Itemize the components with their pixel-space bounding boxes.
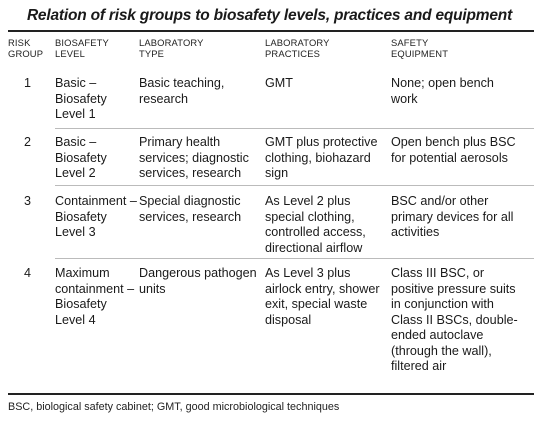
- cell-line: Open bench plus BSC: [391, 135, 516, 149]
- table-row: [8, 258, 534, 394]
- cell-line: Special diagnostic: [139, 194, 241, 208]
- cell-line: research: [139, 91, 188, 106]
- cell-line: Level 2: [55, 166, 96, 180]
- biosafety-level-cell: [55, 69, 139, 128]
- header-risk-group: RISK GROUP: [8, 37, 44, 59]
- safety-equipment-cell: [391, 258, 534, 394]
- cell-line: disposal: [265, 312, 312, 327]
- laboratory-practices-cell: [265, 128, 391, 185]
- cell-line: Level 1: [55, 107, 96, 121]
- cell-line: services, research: [139, 166, 242, 180]
- cell-line: sign: [265, 166, 289, 180]
- header-biosafety-level: BIOSAFETY LEVEL: [55, 37, 109, 59]
- cell-line: containment –: [55, 281, 135, 296]
- risk-group-cell: 3: [23, 194, 31, 208]
- cell-line: work: [391, 91, 418, 106]
- cell-line: Class II BSCs, double-: [391, 312, 518, 327]
- risk-group-table: [8, 32, 534, 394]
- safety-equipment-cell: [391, 69, 534, 128]
- header-row: [8, 32, 534, 69]
- bottom-rule: [8, 393, 534, 395]
- cell-line: in conjunction with: [391, 297, 494, 311]
- laboratory-type-cell: [139, 185, 265, 258]
- cell-line: As Level 2 plus: [265, 194, 351, 208]
- cell-line: (through the wall),: [391, 343, 492, 358]
- table-row: [8, 69, 534, 128]
- cell-line: Level 4: [55, 312, 96, 327]
- table-body: [8, 69, 534, 394]
- row-separator: [55, 258, 534, 259]
- laboratory-type-cell: [139, 69, 265, 128]
- laboratory-practices-cell: [265, 258, 391, 394]
- risk-group-cell: 4: [23, 266, 31, 280]
- row-separator: [55, 185, 534, 186]
- header-laboratory-type: LABORATORY TYPE: [139, 37, 204, 59]
- cell-line: Primary health: [139, 135, 221, 149]
- risk-group-cell: 1: [23, 76, 31, 90]
- table-row: [8, 128, 534, 185]
- cell-line: services; diagnostic: [139, 150, 249, 165]
- row-separator: [55, 128, 534, 129]
- cell-line: for potential aerosols: [391, 150, 508, 165]
- header-safety-equipment: SAFETY EQUIPMENT: [391, 37, 449, 59]
- cell-line: units: [139, 281, 166, 296]
- cell-line: activities: [391, 225, 440, 239]
- cell-line: GMT plus protective: [265, 135, 378, 149]
- cell-line: Biosafety: [55, 150, 107, 165]
- cell-line: filtered air: [391, 359, 447, 373]
- laboratory-practices-cell: [265, 69, 391, 128]
- biosafety-level-cell: [55, 128, 139, 185]
- cell-line: Basic teaching,: [139, 76, 225, 90]
- cell-line: ended autoclave: [391, 328, 484, 342]
- cell-line: GMT: [265, 76, 293, 90]
- cell-line: Biosafety: [55, 297, 107, 311]
- cell-line: airlock entry, shower: [265, 281, 380, 296]
- biosafety-level-cell: [55, 185, 139, 258]
- cell-line: Basic –: [55, 76, 97, 90]
- table-row: [8, 185, 534, 258]
- cell-line: special clothing,: [265, 209, 355, 224]
- cell-line: clothing, biohazard: [265, 150, 371, 165]
- cell-line: Maximum: [55, 266, 110, 280]
- cell-line: Dangerous pathogen: [139, 266, 257, 280]
- safety-equipment-cell: [391, 128, 534, 185]
- risk-group-cell: 2: [23, 135, 31, 149]
- header-laboratory-practices: LABORATORY PRACTICES: [265, 37, 330, 59]
- cell-line: None; open bench: [391, 76, 494, 90]
- cell-line: controlled access,: [265, 225, 366, 239]
- table-title: Relation of risk groups to biosafety levels, practices and equipment: [26, 7, 513, 24]
- cell-line: Containment –: [55, 194, 137, 208]
- biosafety-level-cell: [55, 258, 139, 394]
- cell-line: Biosafety: [55, 91, 107, 106]
- cell-line: services, research: [139, 209, 242, 224]
- laboratory-type-cell: [139, 128, 265, 185]
- safety-equipment-cell: [391, 185, 534, 258]
- cell-line: directional airflow: [265, 240, 363, 255]
- laboratory-practices-cell: [265, 185, 391, 258]
- cell-line: BSC and/or other: [391, 194, 489, 208]
- cell-line: Class III BSC, or: [391, 266, 485, 280]
- cell-line: Level 3: [55, 225, 96, 239]
- cell-line: Basic –: [55, 135, 97, 149]
- cell-line: As Level 3 plus: [265, 266, 351, 280]
- cell-line: primary devices for all: [391, 209, 514, 224]
- cell-line: exit, special waste: [265, 297, 368, 311]
- cell-line: positive pressure suits: [391, 281, 516, 296]
- cell-line: Biosafety: [55, 209, 107, 224]
- laboratory-type-cell: [139, 258, 265, 394]
- footnote: BSC, biological safety cabinet; GMT, good microbiological techniques: [8, 401, 340, 413]
